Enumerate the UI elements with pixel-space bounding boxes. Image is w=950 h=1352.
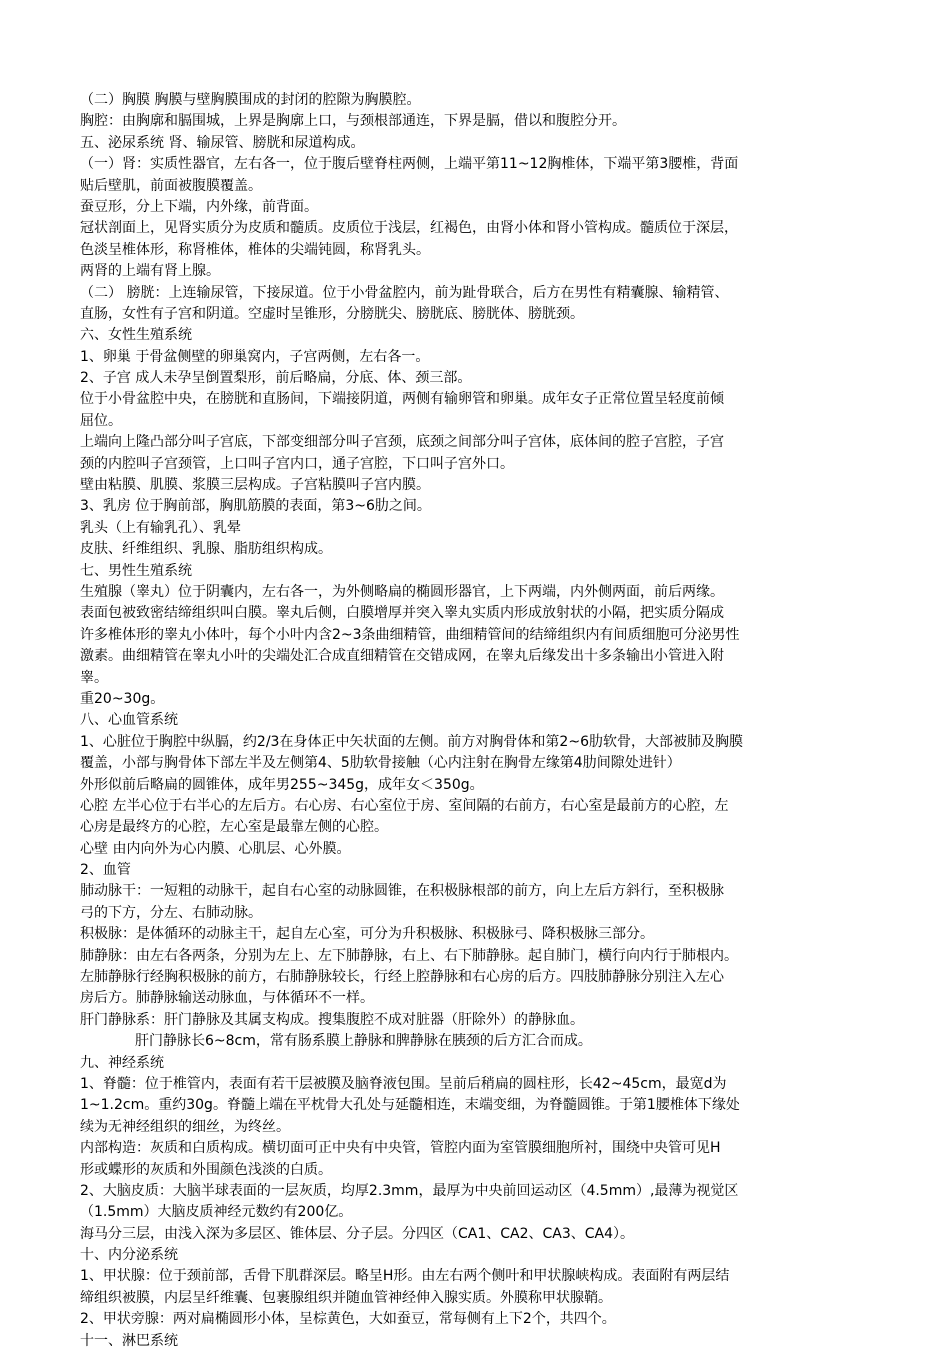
text-line: 2、大脑皮质：大脑半球表面的一层灰质，均厚2.3mm，最厚为中央前回运动区（4.5mm）,最薄为视觉区	[80, 1182, 739, 1199]
text-line: 续为无神经组织的细丝，为终丝。	[80, 1118, 290, 1135]
text-line: （1.5mm）大脑皮质神经元数约有200亿。	[80, 1204, 353, 1221]
text-line: 乳头（上有输乳孔）、乳晕	[80, 519, 241, 536]
text-line: 2、甲状旁腺：两对扁椭圆形小体，呈棕黄色，大如蚕豆，常每侧有上下2个，共四个。	[80, 1311, 616, 1328]
text-line: 蚕豆形，分上下端，内外缘，前背面。	[80, 198, 318, 215]
text-line: 心腔 左半心位于右半心的左后方。右心房、右心室位于房、室间隔的右前方，右心室是最前方的心腔，左	[80, 797, 729, 814]
text-line: 海马分三层，由浅入深为多层区、锥体层、分子层。分四区（CA1、CA2、CA3、CA4）。	[80, 1225, 635, 1242]
text-line: 直肠，女性有子宫和阴道。空虚时呈锥形，分膀胱尖、膀胱底、膀胱体、膀胱颈。	[80, 305, 584, 322]
text-line: （二） 膀胱：上连输尿管，下接尿道。位于小骨盆腔内，前为趾骨联合，后方在男性有精囊腺、输精管、	[80, 284, 729, 301]
text-line: 肝门静脉长6~8cm，常有肠系膜上静脉和脾静脉在胰颈的后方汇合而成。	[135, 1033, 592, 1050]
text-line: 1、脊髓：位于椎管内，表面有若干层被膜及脑脊液包围。呈前后稍扁的圆柱形，长42~45cm，最宽d为	[80, 1075, 727, 1092]
text-line: 胸腔：由胸廓和膈围城，上界是胸廓上口，与颈根部通连，下界是膈，借以和腹腔分开。	[80, 113, 626, 130]
section-heading: 十、内分泌系统	[80, 1247, 178, 1264]
text-line: 缔组织被膜，内层呈纤维囊、包裹腺组织并随血管神经伸入腺实质。外膜称甲状腺鞘。	[80, 1289, 612, 1306]
text-line: 左肺静脉行经胸积极脉的前方，右肺静脉较长，行经上腔静脉和右心房的后方。四肢肺静脉分别注入左心	[80, 969, 724, 986]
text-line: 壁由粘膜、肌膜、浆膜三层构成。子宫粘膜叫子宫内膜。	[80, 477, 430, 494]
document-page	[80, 90, 880, 1352]
text-line: 积极脉：是体循环的动脉主干，起自左心室，可分为升积极脉、积极脉弓、降积极脉三部分。	[80, 926, 654, 943]
text-line: 屈位。	[80, 412, 122, 429]
text-line: 2、子宫 成人未孕呈倒置梨形，前后略扁，分底、体、颈三部。	[80, 370, 472, 387]
text-line: 肝门静脉系：肝门静脉及其属支构成。搜集腹腔不成对脏器（肝除外）的静脉血。	[80, 1011, 584, 1028]
section-heading: 九、神经系统	[80, 1054, 164, 1071]
text-line: 两肾的上端有肾上腺。	[80, 263, 220, 280]
text-line: 重20~30g。	[80, 690, 165, 707]
text-line: 1、甲状腺：位于颈前部，舌骨下肌群深层。略呈H形。由左右两个侧叶和甲状腺峡构成。表面附有两层结	[80, 1268, 730, 1285]
section-heading: 六、女性生殖系统	[80, 327, 192, 344]
text-line: 心房是最终方的心腔，左心室是最靠左侧的心腔。	[80, 819, 388, 836]
section-heading: 十一、淋巴系统	[80, 1332, 178, 1349]
text-line: 形或蝶形的灰质和外围颜色浅淡的白质。	[80, 1161, 332, 1178]
text-line: 3、乳房 位于胸前部，胸肌筋膜的表面，第3~6肋之间。	[80, 498, 431, 515]
text-line: 颈的内腔叫子宫颈管，上口叫子宫内口，通子宫腔，下口叫子宫外口。	[80, 455, 514, 472]
text-line: 弓的下方，分左、右肺动脉。	[80, 904, 262, 921]
text-line: 冠状剖面上，见肾实质分为皮质和髓质。皮质位于浅层，红褐色，由肾小体和肾小管构成。髓质位于深层，	[80, 220, 738, 237]
text-line: 肺动脉干：一短粗的动脉干，起自右心室的动脉圆锥，在积极脉根部的前方，向上左后方斜行，至积极脉	[80, 883, 724, 900]
text-line: 肺静脉：由左右各两条，分别为左上、左下肺静脉，右上、右下肺静脉。起自肺门，横行向内行于肺根内。	[80, 947, 738, 964]
text-line: 贴后壁肌，前面被腹膜覆盖。	[80, 177, 262, 194]
text-line: 房后方。肺静脉输送动脉血，与体循环不一样。	[80, 990, 374, 1007]
text-line: 激素。曲细精管在睾丸小叶的尖端处汇合成直细精管在交错成网，在睾丸后缘发出十多条输出小管进入附	[80, 648, 724, 665]
text-line: 1、心脏位于胸腔中纵膈，约2/3在身体正中矢状面的左侧。前方对胸骨体和第2~6肋软骨，大部被肺及胸膜	[80, 733, 743, 750]
text-line: 皮肤、纤维组织、乳腺、脂肪组织构成。	[80, 541, 332, 558]
text-line: 生殖腺（睾丸）位于阴囊内，左右各一，为外侧略扁的椭圆形器官，上下两端，内外侧两面，前后两缘。	[80, 583, 724, 600]
section-heading: 七、男性生殖系统	[80, 562, 192, 579]
text-line: 位于小骨盆腔中央，在膀胱和直肠间，下端接阴道，两侧有输卵管和卵巢。成年女子正常位置呈轻度前倾	[80, 391, 724, 408]
text-line: （一）肾：实质性器官，左右各一，位于腹后壁脊柱两侧，上端平第11~12胸椎体，下端平第3腰椎，背面	[80, 156, 739, 173]
section-heading: 五、泌尿系统 肾、输尿管、膀胱和尿道构成。	[80, 134, 365, 151]
text-line: 2、血管	[80, 862, 131, 879]
text-line: 覆盖，小部与胸骨体下部左半及左侧第4、5肋软骨接触（心内注射在胸骨左缘第4肋间隙处进针）	[80, 755, 681, 772]
section-heading: 八、心血管系统	[80, 712, 178, 729]
text-line: 1、卵巢 于骨盆侧壁的卵巢窝内，子宫两侧，左右各一。	[80, 348, 430, 365]
text-line: 许多椎体形的睾丸小体叶，每个小叶内含2~3条曲细精管，曲细精管间的结缔组织内有间质细胞可分泌男性	[80, 626, 740, 643]
text-line: 睾。	[80, 669, 108, 686]
text-line: 上端向上隆凸部分叫子宫底，下部变细部分叫子宫颈，底颈之间部分叫子宫体，底体间的腔子宫腔，子宫	[80, 434, 724, 451]
text-line: 外形似前后略扁的圆锥体，成年男255~345g，成年女＜350g。	[80, 776, 484, 793]
text-line: （二）胸膜 胸膜与壁胸膜围成的封闭的腔隙为胸膜腔。	[80, 92, 421, 108]
text-line: 表面包被致密结缔组织叫白膜。睾丸后侧，白膜增厚并突入睾丸实质内形成放射状的小隔，把实质分隔成	[80, 605, 724, 622]
text-line: 心壁 由内向外为心内膜、心肌层、心外膜。	[80, 840, 351, 857]
text-line: 内部构造：灰质和白质构成。横切面可正中央有中央管，管腔内面为室管膜细胞所衬，围绕中央管可见H	[80, 1140, 721, 1157]
text-line: 色淡呈椎体形，称肾椎体，椎体的尖端钝圆，称肾乳头。	[80, 241, 430, 258]
text-line: 1~1.2cm。重约30g。脊髓上端在平枕骨大孔处与延髓相连，末端变细，为脊髓圆锥。于第1腰椎体下缘处	[80, 1097, 740, 1114]
